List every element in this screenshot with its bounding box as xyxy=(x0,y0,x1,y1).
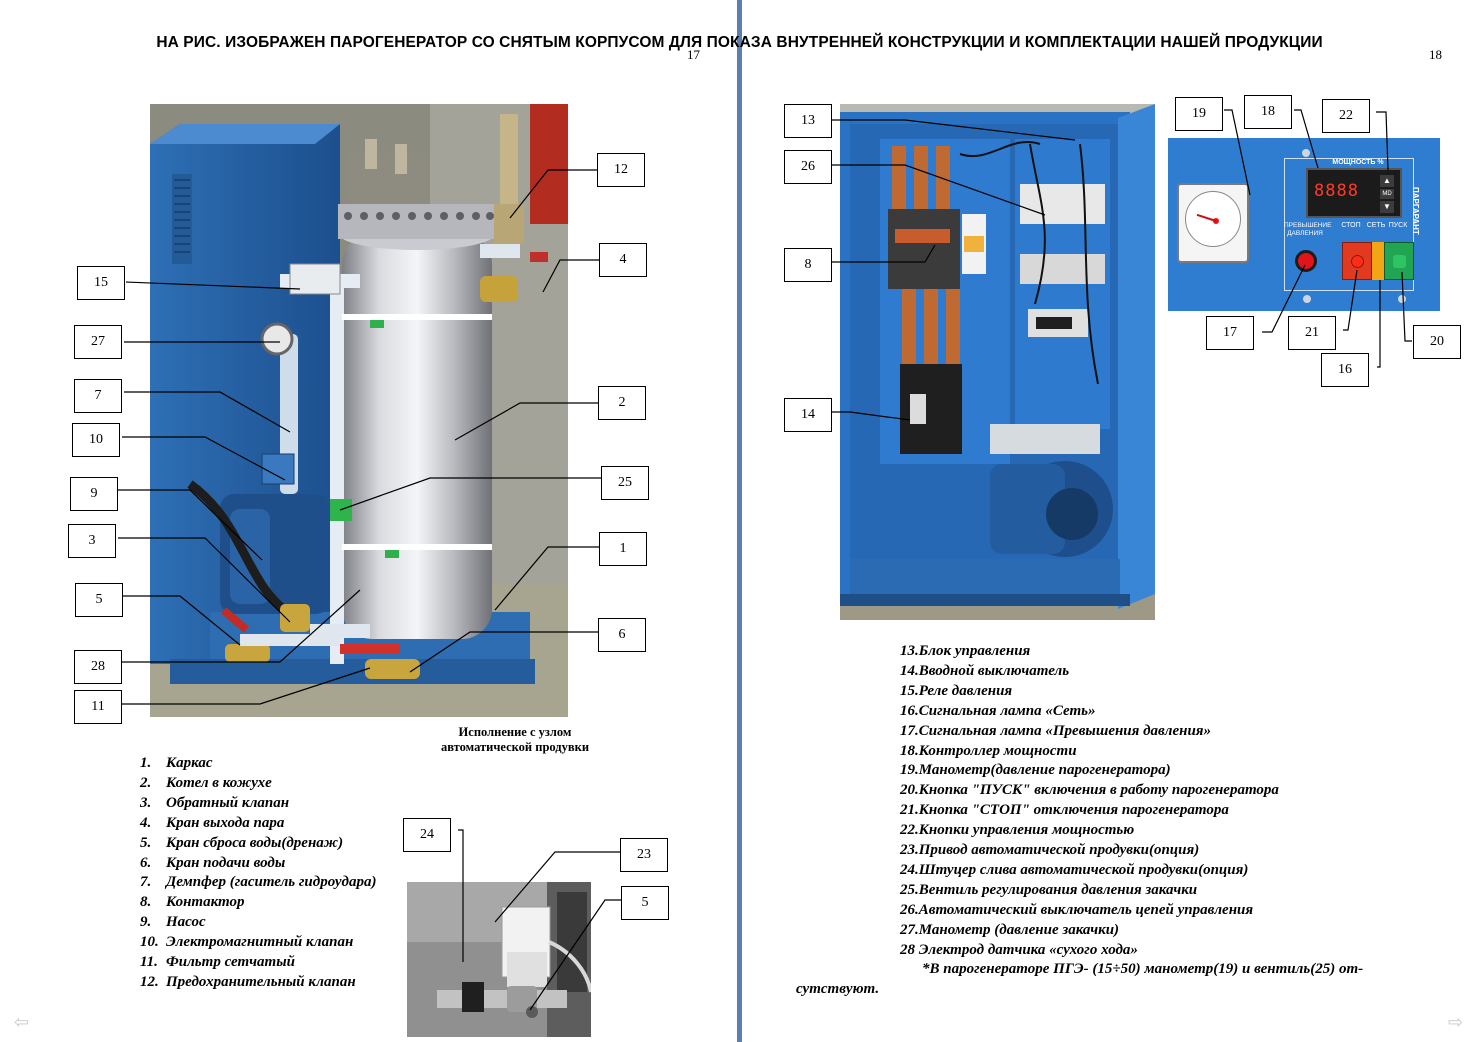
callout-18: 18 xyxy=(1244,95,1292,129)
callout-4: 4 xyxy=(599,243,647,277)
gauge-dial xyxy=(1185,191,1241,247)
callout-11: 11 xyxy=(74,690,122,724)
callout-7: 7 xyxy=(74,379,122,413)
legend-item: 17.Сигнальная лампа «Превышения давления» xyxy=(900,722,1212,739)
legend-item: 1. Каркас xyxy=(140,755,213,771)
next-page-arrow-icon[interactable]: ⇨ xyxy=(1448,1012,1464,1032)
power-display: 8888 xyxy=(1314,181,1359,201)
legend-item: 25.Вентиль регулирования давления закачки xyxy=(900,881,1198,898)
legend-item: 14.Вводной выключатель xyxy=(900,662,1070,679)
legend-item: 20.Кнопка "ПУСК" включения в работу парогенератора xyxy=(900,782,1279,799)
callout-19: 19 xyxy=(1175,97,1223,131)
legend-item: 27.Манометр (давление закачки) xyxy=(900,921,1120,938)
net-label: СЕТЬ xyxy=(1366,222,1386,229)
power-label: МОЩНОСТЬ % xyxy=(1332,159,1384,166)
callout-20: 20 xyxy=(1413,325,1461,359)
steam-generator-illustration xyxy=(150,104,568,717)
footnote-line-2: сутствуют. xyxy=(796,981,880,997)
callout-23: 23 xyxy=(620,838,668,872)
page-number-left: 17 xyxy=(687,47,700,62)
document-heading: НА РИС. ИЗОБРАЖЕН ПАРОГЕНЕРАТОР СО СНЯТЫМ КОРПУСОМ ДЛЯ ПОКАЗА ВНУТРЕННЕЙ КОНСТРУКЦИИ И КОМПЛЕКТАЦИИ НАШЕЙ ПРОДУКЦИИ xyxy=(156,34,1323,51)
stop-button[interactable] xyxy=(1342,242,1372,280)
steam-generator-photo xyxy=(150,104,568,717)
legend-item: 19.Манометр(давление парогенератора) xyxy=(900,762,1171,779)
page-number-right: 18 xyxy=(1429,47,1442,62)
legend-item: 24.Штуцер слива автоматической продувки(опция) xyxy=(900,861,1249,878)
legend-right xyxy=(900,642,1279,961)
callout-22: 22 xyxy=(1322,99,1370,133)
callout-13: 13 xyxy=(784,104,832,138)
legend-item: 15.Реле давления xyxy=(900,682,1013,699)
legend-item: 4. Кран выхода пара xyxy=(140,814,285,831)
callout-26: 26 xyxy=(784,150,832,184)
previous-page-arrow-icon[interactable]: ⇦ xyxy=(14,1012,30,1032)
legend-item: 13.Блок управления xyxy=(900,643,1031,659)
overpressure-label: ПРЕВЫШЕНИЕ ДАВЛЕНИЯ xyxy=(1284,222,1332,237)
stop-label: СТОП xyxy=(1341,222,1361,229)
callout-9: 9 xyxy=(70,477,118,511)
callout-2: 2 xyxy=(598,386,646,420)
legend-item: 28 Электрод датчика «сухого хода» xyxy=(900,941,1138,958)
callout-25: 25 xyxy=(601,466,649,500)
callout-5-blowdown: 5 xyxy=(621,886,669,920)
legend-item: 10. Электромагнитный клапан xyxy=(140,934,354,951)
start-button[interactable] xyxy=(1384,242,1414,280)
legend-item: 6. Кран подачи воды xyxy=(140,854,286,871)
callout-14: 14 xyxy=(784,398,832,432)
panel-screw xyxy=(1398,295,1406,303)
blowdown-illustration xyxy=(407,882,591,1037)
panel-screw xyxy=(1302,149,1310,157)
callout-16: 16 xyxy=(1321,353,1369,387)
callout-27: 27 xyxy=(74,325,122,359)
legend-item: 11. Фильтр сетчатый xyxy=(140,954,295,971)
legend-left xyxy=(140,754,376,993)
legend-item: 5. Кран сброса воды(дренаж) xyxy=(140,834,344,851)
legend-item: 26.Автоматический выключатель цепей управления xyxy=(900,901,1254,918)
control-panel-photo xyxy=(1168,138,1440,311)
mode-button[interactable]: MD xyxy=(1380,189,1394,199)
legend-item: 8. Контактор xyxy=(140,894,245,911)
control-cabinet-illustration xyxy=(840,104,1155,620)
callout-3: 3 xyxy=(68,524,116,558)
pressure-gauge xyxy=(1177,183,1249,263)
callout-21: 21 xyxy=(1288,316,1336,350)
legend-item: 18.Контроллер мощности xyxy=(900,742,1077,759)
callout-24: 24 xyxy=(403,818,451,852)
callout-17: 17 xyxy=(1206,316,1254,350)
power-controller xyxy=(1306,168,1402,218)
callout-15: 15 xyxy=(77,266,125,300)
legend-item: 3. Обратный клапан xyxy=(140,794,290,811)
legend-item: 22.Кнопки управления мощностью xyxy=(900,822,1135,839)
legend-item: 7. Демпфер (гаситель гидроудара) xyxy=(140,874,377,891)
legend-item: 12. Предохранительный клапан xyxy=(140,973,356,990)
callout-1: 1 xyxy=(599,532,647,566)
footnote-line-1: *В парогенераторе ПГЭ- (15÷50) манометр(19) и вентиль(25) от- xyxy=(922,961,1364,977)
photo-caption: Исполнение с узлом автоматической продувки xyxy=(440,725,590,754)
callout-28: 28 xyxy=(74,650,122,684)
callout-6: 6 xyxy=(598,618,646,652)
callout-8: 8 xyxy=(784,248,832,282)
control-cabinet-photo xyxy=(840,104,1155,620)
power-down-button[interactable]: ▼ xyxy=(1380,201,1394,213)
start-label: ПУСК xyxy=(1388,222,1408,229)
legend-item: 2. Котел в кожухе xyxy=(140,774,272,791)
power-up-button[interactable]: ▲ xyxy=(1380,175,1394,187)
legend-item: 23.Привод автоматической продувки(опция) xyxy=(900,842,1200,859)
brand-label: ПАРГАРАНТ xyxy=(1411,187,1420,235)
legend-item: 21.Кнопка "СТОП" отключения парогенератора xyxy=(900,802,1229,819)
legend-item: 16.Сигнальная лампа «Сеть» xyxy=(900,702,1096,719)
network-lamp xyxy=(1372,242,1384,280)
panel-screw xyxy=(1303,295,1311,303)
overpressure-lamp xyxy=(1295,250,1317,272)
blowdown-photo xyxy=(407,882,591,1037)
callout-10: 10 xyxy=(72,423,120,457)
callout-12: 12 xyxy=(597,153,645,187)
legend-item: 9. Насос xyxy=(140,914,206,931)
callout-5: 5 xyxy=(75,583,123,617)
